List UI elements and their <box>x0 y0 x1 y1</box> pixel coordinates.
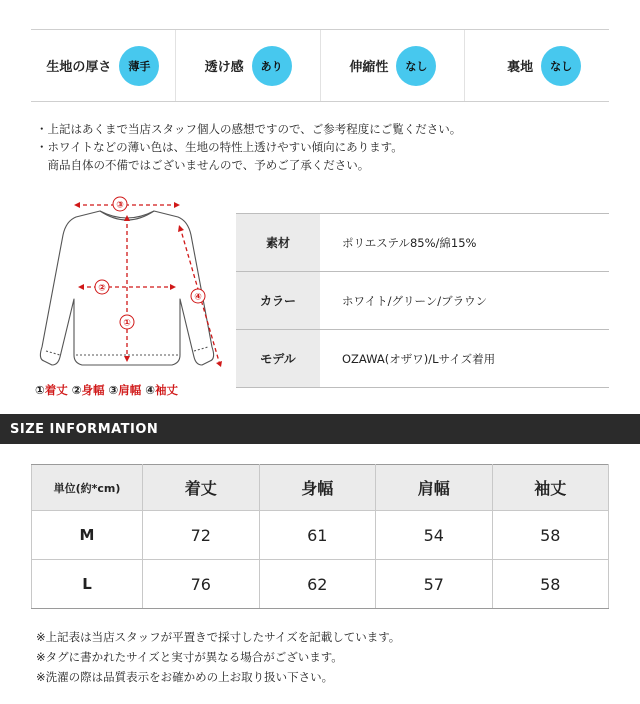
spec-value: ポリエステル85%/綿15% <box>342 235 477 250</box>
feature-sheerness <box>176 30 321 101</box>
size-footnotes <box>36 627 400 687</box>
table-row <box>32 511 609 560</box>
marker-shoulder: ③ <box>116 200 124 211</box>
size-label: M <box>32 511 143 560</box>
legend-num: ① <box>35 383 45 397</box>
size-value: 76 <box>143 560 260 609</box>
diagram-legend <box>35 382 178 398</box>
size-label: L <box>32 560 143 609</box>
feature-badge: なし <box>541 46 581 86</box>
legend-label: 着丈 <box>44 383 68 397</box>
note-line: ・ホワイトなどの薄い色は、生地の特性上透けやすい傾向にあります。 <box>36 140 403 154</box>
size-value: 62 <box>259 560 376 609</box>
feature-label: 伸縮性 <box>349 60 389 75</box>
feature-label: 透け感 <box>204 60 244 75</box>
legend-label: 袖丈 <box>155 383 179 397</box>
product-spec-table <box>236 213 609 388</box>
size-table-header <box>32 465 609 511</box>
spec-value: OZAWA(オザワ)/Lサイズ着用 <box>342 351 496 366</box>
size-value: 61 <box>259 511 376 560</box>
marker-width: ② <box>98 283 106 294</box>
legend-label: 身幅 <box>81 383 105 397</box>
disclaimer-notes <box>36 120 461 174</box>
size-value: 58 <box>492 511 609 560</box>
sweater-measurement-diagram <box>28 195 226 405</box>
legend-label: 肩幅 <box>118 383 142 397</box>
feature-badge: 薄手 <box>119 46 159 86</box>
table-row <box>32 560 609 609</box>
legend-num: ④ <box>145 383 156 397</box>
size-value: 72 <box>143 511 260 560</box>
feature-lining <box>465 30 609 101</box>
column-header: 肩幅 <box>376 465 493 511</box>
feature-badge: あり <box>252 46 292 86</box>
column-header: 着丈 <box>143 465 260 511</box>
feature-label: 裏地 <box>507 60 534 75</box>
size-table <box>31 464 609 609</box>
marker-sleeve: ④ <box>194 292 202 303</box>
marker-length: ① <box>123 318 131 329</box>
legend-num: ③ <box>108 383 119 397</box>
spec-value: ホワイト/グリーン/ブラウン <box>342 293 488 308</box>
spec-key: 素材 <box>236 214 320 271</box>
spec-row-color <box>236 272 609 330</box>
feature-badge: なし <box>396 46 436 86</box>
column-header: 身幅 <box>259 465 376 511</box>
size-value: 58 <box>492 560 609 609</box>
spec-row-model <box>236 330 609 388</box>
size-value: 57 <box>376 560 493 609</box>
footnote-line: ※上記表は当店スタッフが平置きで採寸したサイズを記載しています。 <box>36 630 401 644</box>
spec-key: モデル <box>236 330 320 387</box>
spec-key: カラー <box>236 272 320 329</box>
footnote-line: ※洗濯の際は品質表示をお確かめの上お取り扱い下さい。 <box>36 670 334 684</box>
feature-stretch <box>321 30 466 101</box>
note-line: ・上記はあくまで当店スタッフ個人の感想ですので、ご参考程度にご覧ください。 <box>36 122 462 136</box>
feature-thickness <box>31 30 176 101</box>
size-value: 54 <box>376 511 493 560</box>
size-information-header: SIZE INFORMATION <box>0 414 640 444</box>
spec-row-material <box>236 214 609 272</box>
unit-header: 単位(約*cm) <box>32 465 143 511</box>
fabric-features <box>31 29 609 102</box>
note-line: 商品自体の不備ではございませんので、予めご了承ください。 <box>36 158 370 172</box>
legend-num: ② <box>71 383 82 397</box>
footnote-line: ※タグに書かれたサイズと実寸が異なる場合がございます。 <box>36 650 343 664</box>
column-header: 袖丈 <box>492 465 609 511</box>
feature-label: 生地の厚さ <box>46 60 112 75</box>
